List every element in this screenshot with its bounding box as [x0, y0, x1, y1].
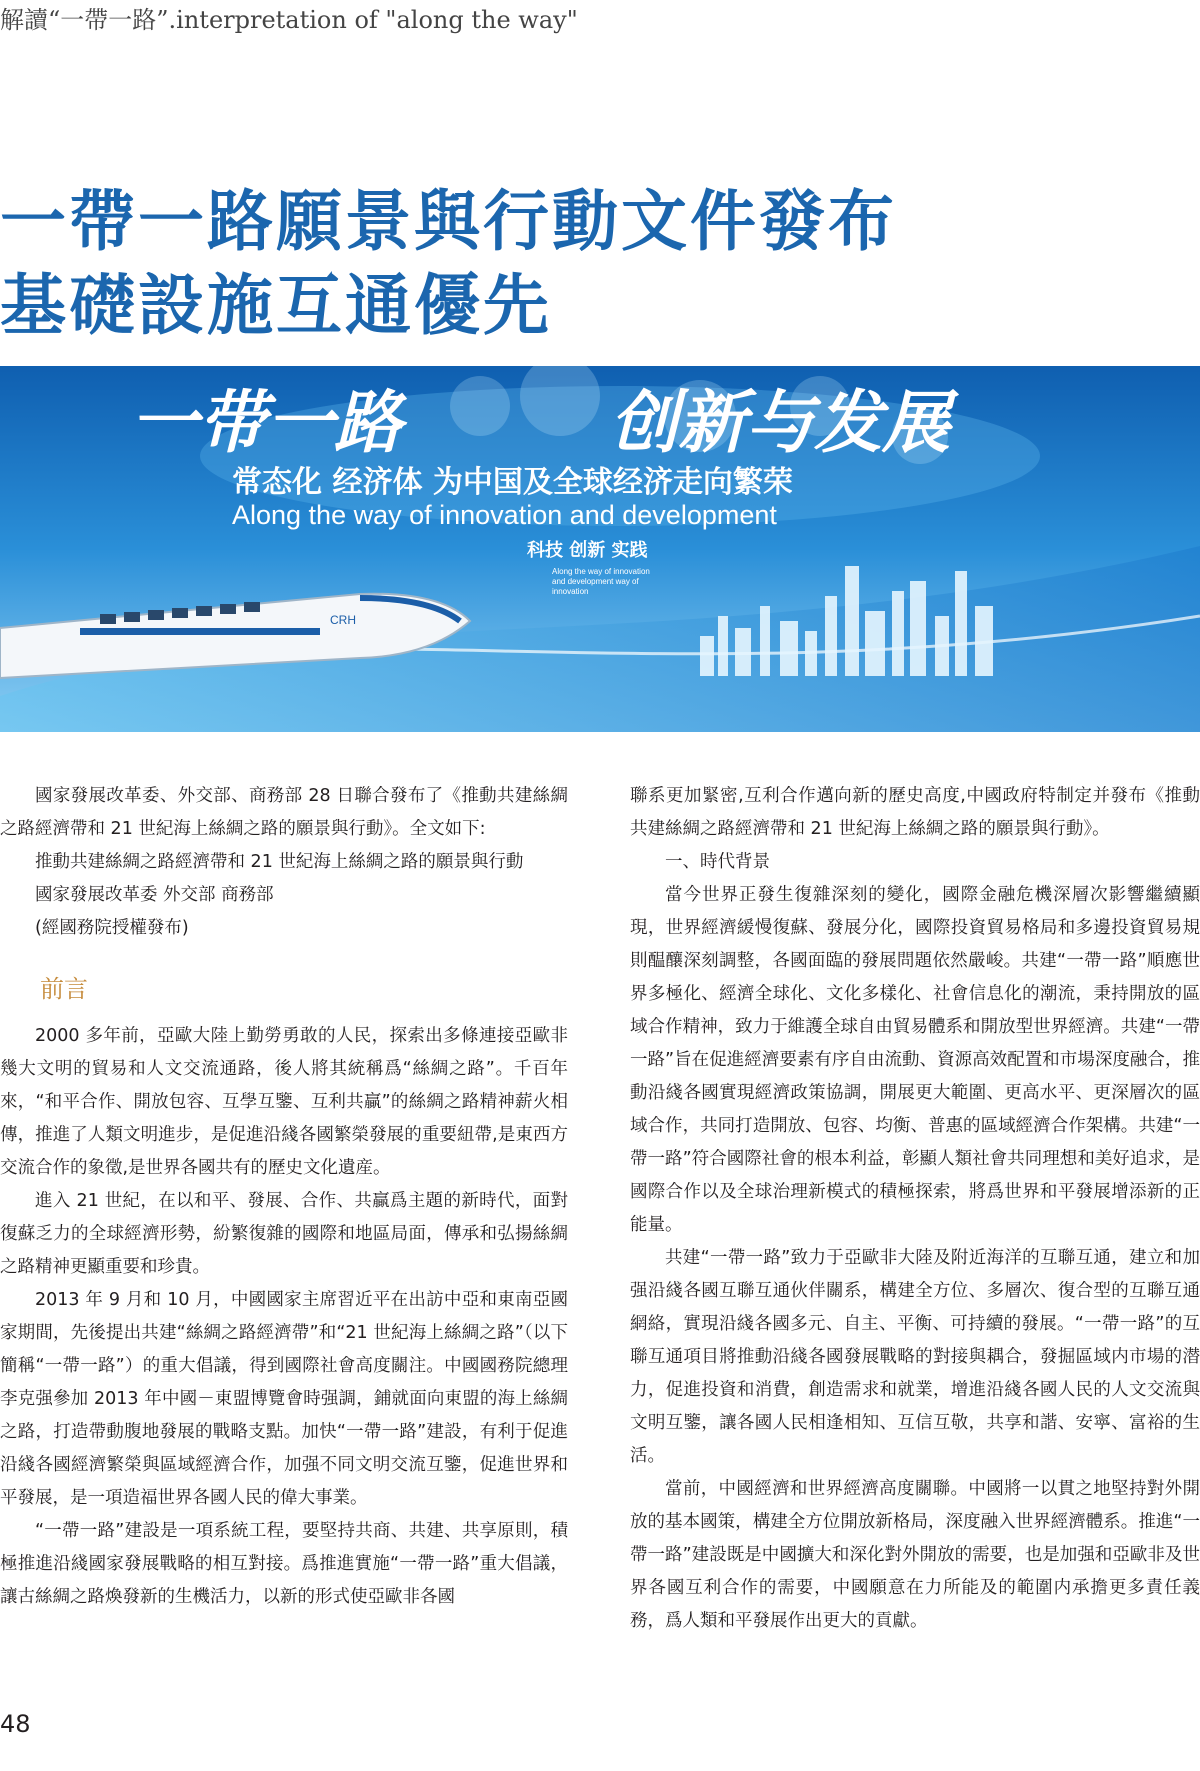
body-paragraph: 2013 年 9 月和 10 月，中國國家主席習近平在出訪中亞和東南亞國家期間，先後提出共建“絲綢之路經濟帶”和“21 世紀海上絲綢之路”（以下簡稱“一帶一路”）的重大倡議，得到國際社會高度關注。中國國務院總理李克强參加 2013 年中國－東盟博覽會時强調，鋪就面向東盟的海上絲綢之路，打造帶動腹地發展的戰略支點。加快“一帶一路”建設，有利于促進沿綫各國經濟繁榮與區域經濟合作，加强不同文明交流互鑒，促進世界和平發展，是一項造福世界各國人民的偉大事業。: [0, 1290, 568, 1508]
page-number: 48: [0, 1710, 31, 1738]
body-paragraph-continued: 聯系更加緊密,互利合作邁向新的歷史高度,中國政府特制定并發布《推動共建絲綢之路經濟帶和 21 世紀海上絲綢之路的願景與行動》。: [630, 786, 1200, 839]
running-header: 解讀“一帶一路”.interpretation of "along the way": [0, 6, 578, 34]
article-title: [0, 180, 897, 348]
body-paragraph: “一帶一路”建設是一項系統工程，要堅持共商、共建、共享原則，積極推進沿綫國家發展戰略的相互對接。爲推進實施“一帶一路”重大倡議，讓古絲綢之路煥發新的生機活力，以新的形式使亞歐非各國: [0, 1521, 568, 1607]
body-paragraph: 進入 21 世紀，在以和平、發展、合作、共贏爲主題的新時代，面對復蘇乏力的全球經濟形勢，紛繁復雜的國際和地區局面，傳承和弘揚絲綢之路精神更顯重要和珍貴。: [0, 1191, 568, 1277]
banner-headline-en: Along the way of innovation and development: [232, 500, 777, 530]
document-title: 推動共建絲綢之路經濟帶和 21 世紀海上絲綢之路的願景與行動: [35, 852, 524, 872]
svg-text:and development way of: and development way of: [552, 577, 639, 586]
left-column: [0, 780, 568, 1614]
section-heading-background: 一、時代背景: [665, 852, 770, 872]
banner-tagline: 科技 创新 实践: [527, 540, 648, 561]
intro-paragraph: 國家發展改革委、外交部、商務部 28 日聯合發布了《推動共建絲綢之路經濟帶和 21 世紀海上絲綢之路的願景與行動》。全文如下:: [0, 786, 568, 839]
section-heading-preface: 前言: [40, 975, 88, 1003]
right-column: [630, 780, 1200, 1638]
title-line-1: 一帶一路願景與行動文件發布: [0, 183, 897, 260]
issuing-bodies: 國家發展改革委 外交部 商務部: [35, 885, 274, 905]
banner-headline-cn: 常态化 经济体 为中国及全球经济走向繁荣: [232, 465, 793, 500]
authorization-note: (經國務院授權發布): [35, 918, 189, 938]
banner-image: [0, 366, 1200, 732]
title-line-2: 基礎設施互通優先: [0, 267, 552, 344]
svg-text:CRH: CRH: [330, 613, 356, 627]
calligraphy-left: 一带一路: [130, 383, 403, 463]
body-paragraph: 當今世界正發生復雜深刻的變化，國際金融危機深層次影響繼續顯現，世界經濟緩慢復蘇、發展分化，國際投資貿易格局和多邊投資貿易規則醖釀深刻調整，各國面臨的發展問題依然嚴峻。共建“一帶一路”順應世界多極化、經濟全球化、文化多樣化、社會信息化的潮流，秉持開放的區域合作精神，致力于維護全球自由貿易體系和開放型世界經濟。共建“一帶一路”旨在促進經濟要素有序自由流動、資源高效配置和市場深度融合，推動沿綫各國實現經濟政策協調，開展更大範圍、更高水平、更深層次的區域合作，共同打造開放、包容、均衡、普惠的區域經濟合作架構。共建“一帶一路”符合國際社會的根本利益，彰顯人類社會共同理想和美好追求，是國際合作以及全球治理新模式的積極探索，將爲世界和平發展增添新的正能量。: [630, 885, 1200, 1235]
body-paragraph: 共建“一帶一路”致力于亞歐非大陸及附近海洋的互聯互通，建立和加强沿綫各國互聯互通伙伴關系，構建全方位、多層次、復合型的互聯互通網絡，實現沿綫各國多元、自主、平衡、可持續的發展。“一帶一路”的互聯互通項目將推動沿綫各國發展戰略的對接與耦合，發掘區域内市場的潜力，促進投資和消費，創造需求和就業，增進沿綫各國人民的人文交流與文明互鑒，讓各國人民相逢相知、互信互敬，共享和諧、安寧、富裕的生活。: [630, 1248, 1200, 1466]
body-paragraph: 當前，中國經濟和世界經濟高度關聯。中國將一以貫之地堅持對外開放的基本國策，構建全方位開放新格局，深度融入世界經濟體系。推進“一帶一路”建設既是中國擴大和深化對外開放的需要，也是加强和亞歐非及世界各國互利合作的需要，中國願意在力所能及的範圍内承擔更多責任義務，爲人類和平發展作出更大的貢獻。: [630, 1479, 1200, 1631]
svg-text:innovation: innovation: [552, 587, 589, 596]
svg-text:Along the way of innovation: Along the way of innovation: [552, 567, 650, 576]
body-paragraph: 2000 多年前，亞歐大陸上勤勞勇敢的人民，探索出多條連接亞歐非幾大文明的貿易和人文交流通路，後人將其統稱爲“絲綢之路”。千百年來，“和平合作、開放包容、互學互鑒、互利共贏”的絲綢之路精神薪火相傳，推進了人類文明進步，是促進沿綫各國繁榮發展的重要紐帶,是東西方交流合作的象徵,是世界各國共有的歷史文化遺産。: [0, 1026, 568, 1178]
calligraphy-right: 创新与发展: [610, 383, 951, 463]
